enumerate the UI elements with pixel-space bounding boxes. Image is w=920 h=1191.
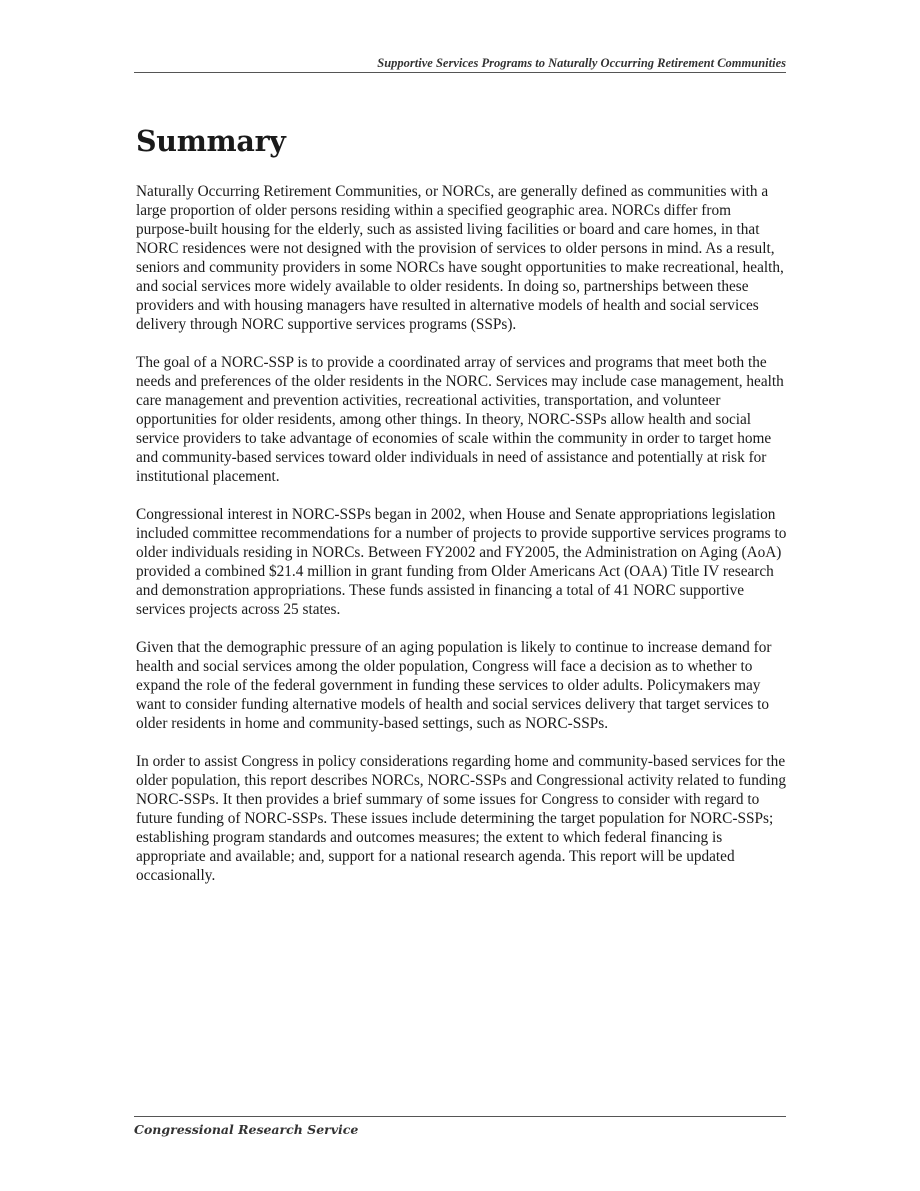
page-title: Summary bbox=[136, 124, 286, 158]
summary-section bbox=[136, 122, 788, 904]
running-header-title: Supportive Services Programs to Naturally Occurring Retirement Communities bbox=[377, 56, 786, 70]
footer-organization: Congressional Research Service bbox=[134, 1122, 359, 1137]
running-footer bbox=[134, 1116, 786, 1139]
summary-paragraph-2: The goal of a NORC-SSP is to provide a coordinated array of services and programs that meet both the needs and preferences of the older residents in the NORC. Services may include case management, health care management and prevention activities, recreational activities, transportation, and volunteer opportunities for older residents, among other things. In theory, NORC-SSPs allow health and social service providers to take advantage of economies of scale within the community in order to target home and community-based services toward older individuals in need of assistance and potentially at risk for institutional placement. bbox=[136, 354, 784, 485]
summary-paragraph-4: Given that the demographic pressure of an aging population is likely to continue to increase demand for health and social services among the older population, Congress will face a decision as to whether to expand the role of the federal government in funding these services to older adults. Policymakers may want to consider funding alternative models of health and social services delivery that target services to older residents in home and community-based settings, such as NORC-SSPs. bbox=[136, 639, 772, 732]
summary-paragraph-3: Congressional interest in NORC-SSPs began in 2002, when House and Senate appropriations legislation included committee recommendations for a number of projects to provide supportive services programs to older individuals residing in NORCs. Between FY2002 and FY2005, the Administration on Aging (AoA) provided a combined $21.4 million in grant funding from Older Americans Act (OAA) Title IV research and demonstration appropriations. These funds assisted in financing a total of 41 NORC supportive services projects across 25 states. bbox=[136, 506, 787, 618]
running-header bbox=[134, 54, 786, 73]
summary-paragraph-5: In order to assist Congress in policy considerations regarding home and community-based services for the older population, this report describes NORCs, NORC-SSPs and Congressional activity related to funding NORC-SSPs. It then provides a brief summary of some issues for Congress to consider with regard to future funding of NORC-SSPs. These issues include determining the target population for NORC-SSPs; establishing program standards and outcomes measures; the extent to which federal financing is appropriate and available; and, support for a national research agenda. This report will be updated occasionally. bbox=[136, 753, 787, 884]
summary-paragraph-1: Naturally Occurring Retirement Communities, or NORCs, are generally defined as communities with a large proportion of older persons residing within a specified geographic area. NORCs differ from purpose-built housing for the elderly, such as assisted living facilities or board and care homes, in that NORC residences were not designed with the provision of services to older persons in mind. As a result, seniors and community providers in some NORCs have sought opportunities to make recreational, health, and social services more widely available to older residents. In doing so, partnerships between these providers and with housing managers have resulted in alternative models of health and social services delivery through NORC supportive services programs (SSPs). bbox=[136, 183, 784, 333]
